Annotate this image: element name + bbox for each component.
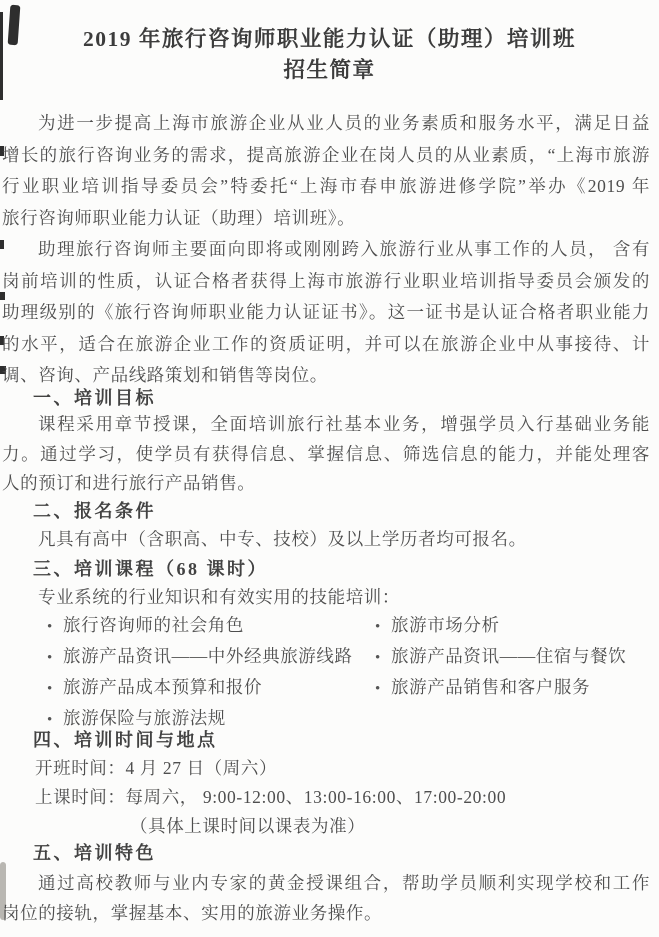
course-label: 旅行咨询师的社会角色 [63, 615, 244, 635]
course-list [47, 611, 647, 735]
course-item [375, 642, 647, 673]
paragraph-line: 通过高校教师与业内专家的黄金授课组合，帮助学员顺利实现学校和工作 [38, 873, 650, 893]
course-label: 旅游保险与旅游法规 [63, 708, 226, 728]
course-label: 旅游产品资讯——中外经典旅游线路 [63, 646, 353, 666]
course-label: 旅游市场分析 [391, 615, 500, 635]
paragraph-line: 增长的旅行咨询业务的需求，提高旅游企业在岗人员的从业素质，“上海市旅游 [2, 144, 650, 165]
bullet-icon: • [47, 619, 53, 635]
paragraph-line: 为进一步提高上海市旅游企业从业人员的业务素质和服务水平，满足日益 [38, 113, 650, 133]
course-label: 旅游产品成本预算和报价 [63, 677, 263, 697]
course-item [375, 611, 647, 642]
course-item [375, 673, 647, 704]
section-body-requirements [2, 525, 650, 555]
intro-paragraphs [2, 108, 650, 392]
paragraph-line: 课程采用章节授课，全面培训旅行社基本业务，增强学员入行基础业务能 [38, 414, 650, 434]
bullet-icon: • [375, 619, 381, 635]
paragraph-line: 人的预订和进行旅行产品销售。 [2, 473, 256, 493]
section-heading-features: 五、培训特色 [33, 843, 156, 863]
bullet-icon: • [47, 712, 53, 728]
bullet-icon: • [375, 681, 381, 697]
paragraph-line: 助理旅行咨询师主要面向即将或刚刚跨入旅游行业从事工作的人员， 含有 [38, 239, 650, 259]
bullet-icon: • [375, 650, 381, 666]
class-time-line: 上课时间：每周六， 9:00-12:00、13:00-16:00、17:00-20:00 [35, 787, 507, 807]
bullet-icon: • [47, 650, 53, 666]
course-row [47, 642, 647, 673]
section-heading-training-goals: 一、培训目标 [33, 388, 156, 408]
title-line-1: 2019 年旅行咨询师职业能力认证（助理）培训班 [83, 27, 576, 51]
paragraph-line: 行业职业培训指导委员会”特委托“上海市春申旅游进修学院”举办《2019 年 [2, 176, 650, 196]
course-label: 旅游产品销售和客户服务 [391, 677, 591, 697]
course-item [47, 642, 375, 673]
courses-intro [2, 583, 650, 613]
course-row [47, 673, 647, 704]
document-title [0, 24, 659, 86]
paragraph-line: 旅行咨询师职业能力认证（助理）培训班》。 [2, 207, 356, 228]
paragraph-line: 凡具有高中（含职高、中专、技校）及以上学历者均可报名。 [38, 529, 527, 549]
course-item [47, 611, 375, 642]
paragraph-line: 岗位的接轨，掌握基本、实用的旅游业务操作。 [2, 903, 383, 923]
course-label: 旅游产品资讯——住宿与餐饮 [391, 646, 627, 666]
course-item [47, 673, 375, 704]
paragraph-line: 专业系统的行业知识和有效实用的技能培训： [38, 587, 400, 607]
start-date-line: 开班时间：4 月 27 日（周六） [35, 758, 278, 778]
course-row [47, 611, 647, 642]
schedule-block [35, 754, 645, 841]
section-heading-requirements: 二、报名条件 [33, 501, 156, 521]
section-heading-courses: 三、培训课程（68 课时） [33, 559, 268, 579]
section-heading-schedule: 四、培训时间与地点 [33, 730, 218, 750]
paragraph-line: 力。通过学习，使学员有获得信息、掌握信息、筛选信息的能力，并能处理客 [2, 443, 650, 464]
paragraph-line: 助理级别的《旅行咨询师职业能力认证证书》。这一证书是认证合格者职业能力 [2, 302, 650, 322]
section-body-training-goals [2, 410, 650, 499]
title-line-2: 招生简章 [283, 58, 376, 82]
paragraph-line: 调、咨询、产品线路策划和销售等岗位。 [2, 365, 328, 385]
schedule-note-line: （具体上课时间以课表为准） [130, 816, 366, 836]
section-body-features [2, 868, 650, 928]
paragraph-line: 岗前培训的性质，认证合格者获得上海市旅游行业职业培训指导委员会颁发的 [2, 270, 650, 291]
bullet-icon: • [47, 681, 53, 697]
paragraph-line: 的水平，适合在旅游企业工作的资质证明，并可以在旅游企业中从事接待、计 [2, 333, 650, 354]
